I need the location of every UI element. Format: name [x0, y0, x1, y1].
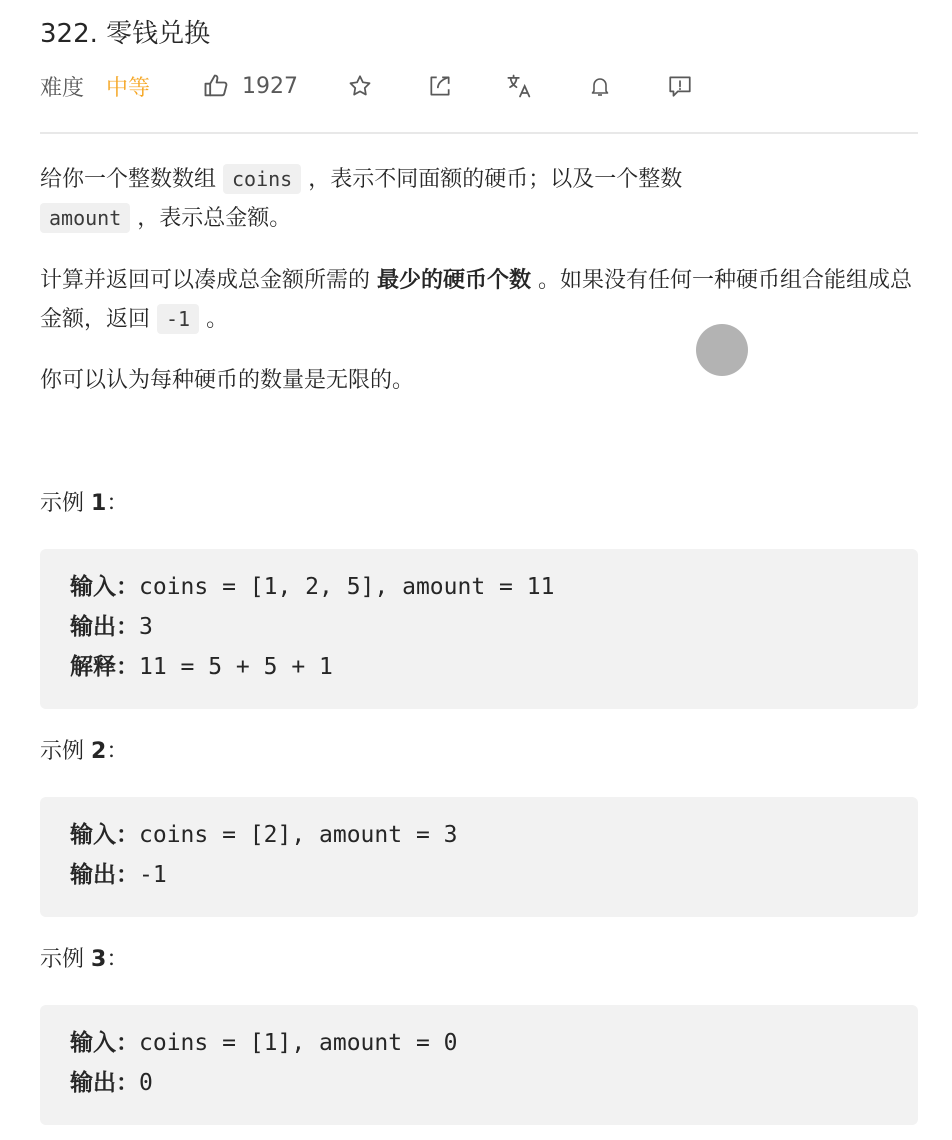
difficulty-label: 难度: [40, 75, 85, 101]
example-2-title: 示例 2：: [40, 739, 129, 764]
bell-icon: [588, 74, 612, 98]
like-count: 1927: [242, 73, 299, 99]
star-icon: [347, 73, 373, 99]
example-value: 3: [139, 614, 153, 640]
desc-text: ，表示不同面额的硬币；以及一个整数: [308, 167, 683, 192]
example-value: coins = [2], amount = 3: [139, 822, 458, 848]
desc-bold: 最少的硬币个数: [377, 268, 532, 293]
translate-icon: [506, 72, 534, 100]
translate-button[interactable]: [506, 72, 534, 100]
code-minus-one: -1: [157, 304, 199, 334]
example-key: 输出：: [70, 614, 139, 640]
example-line: [70, 567, 554, 607]
example-value: coins = [1, 2, 5], amount = 11: [139, 574, 555, 600]
example-line: [70, 815, 458, 855]
example-line: [70, 855, 167, 895]
example-value: -1: [139, 862, 167, 888]
description-paragraph-2: [40, 262, 918, 339]
example-3-title: 示例 3：: [40, 947, 129, 972]
example-value: coins = [1], amount = 0: [139, 1030, 458, 1056]
code-amount: amount: [40, 203, 130, 233]
example-key: 解释：: [70, 654, 139, 680]
description-paragraph-3: 你可以认为每种硬币的数量是无限的。: [40, 368, 415, 393]
touch-indicator: [696, 324, 748, 376]
example-2-box: [40, 797, 918, 917]
favorite-button[interactable]: [346, 72, 374, 100]
difficulty-badge: 中等: [106, 75, 151, 101]
code-coins: coins: [223, 164, 301, 194]
desc-text: 。: [206, 307, 229, 332]
example-value: 0: [139, 1070, 153, 1096]
problem-title: 322. 零钱兑换: [40, 19, 211, 49]
desc-text: 。如果没有任何一种硬币组合能组成总金额，返回: [40, 268, 913, 332]
example-line: [70, 607, 153, 647]
example-key: 输入：: [70, 822, 139, 848]
description-paragraph-1: [40, 160, 918, 238]
share-icon: [427, 73, 453, 99]
example-line: [70, 647, 333, 687]
desc-text: 给你一个整数数组: [40, 167, 217, 192]
problem-meta-bar: [40, 66, 918, 106]
example-key: 输入：: [70, 1030, 139, 1056]
example-1-box: [40, 549, 918, 709]
example-line: [70, 1023, 458, 1063]
example-key: 输入：: [70, 574, 139, 600]
example-value: 11 = 5 + 5 + 1: [139, 654, 333, 680]
example-line: [70, 1063, 153, 1103]
example-3-box: [40, 1005, 918, 1125]
header-divider: [40, 132, 918, 134]
feedback-icon: [667, 73, 693, 99]
example-1-title: 示例 1：: [40, 491, 129, 516]
desc-text: 计算并返回可以凑成总金额所需的: [40, 268, 371, 293]
like-button[interactable]: [202, 72, 298, 100]
example-key: 输出：: [70, 862, 139, 888]
share-button[interactable]: [426, 72, 454, 100]
notify-button[interactable]: [586, 72, 614, 100]
desc-text: ，表示总金额。: [137, 206, 292, 231]
thumbs-up-icon: [202, 72, 230, 100]
example-key: 输出：: [70, 1070, 139, 1096]
feedback-button[interactable]: [666, 72, 694, 100]
